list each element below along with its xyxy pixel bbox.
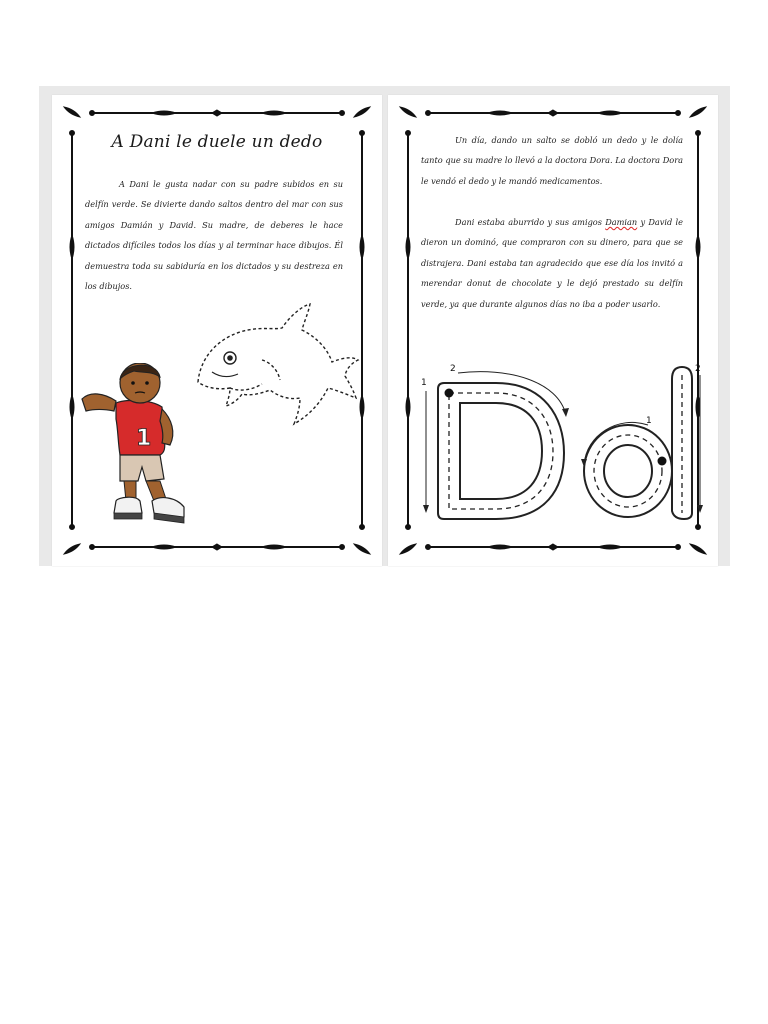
story-paragraph-right-1: Un día, dando un salto se dobló un dedo y le dolía tanto que su madre lo llevó a la doctora Dora. La doctora Dora le vendó el dedo y le mandó medicamentos.: [421, 135, 683, 186]
story-paragraph-right-2: [421, 212, 683, 314]
stroke-number-1-d: 1: [646, 416, 652, 426]
boy-illustration: [80, 363, 205, 533]
stroke-number-2-D: 2: [450, 364, 456, 374]
spelling-flagged-word: Damian: [605, 217, 638, 227]
document-spread: [39, 86, 730, 566]
stroke-number-1-D: 1: [421, 378, 427, 388]
stroke-number-2-d: 2: [695, 364, 701, 374]
letter-tracing-Dd: [418, 361, 703, 529]
paragraph-2-end: y David le dieron un dominó, que compraron con su dinero, para que se distrajera. Dani estaba tan agradecido que ese día los invitó a merendar donut de chocolate y le dejó prestado su delfín verde, ya que durante algunos días no iba a poder usarlo.: [421, 217, 683, 309]
tracing-letter-d: [581, 364, 703, 519]
tracing-letter-D: [421, 364, 569, 519]
story-paragraph-left: A Dani le gusta nadar con su padre subidos en su delfín verde. Se divierte dando saltos dentro del mar con sus amigos Damián y David. Su madre, de deberes le hace dictados difíciles todos los días y al terminar hace dibujos. Él demuestra toda su sabiduría en los dictados y su destreza en los dibujos.: [85, 179, 343, 292]
left-page: [52, 95, 382, 566]
shirt-number: 1: [136, 426, 152, 451]
paragraph-2-start: Dani estaba aburrido y sus amigos: [455, 217, 606, 227]
right-page: [388, 95, 718, 566]
story-title: A Dani le duele un dedo: [111, 132, 323, 152]
dolphin-tracing-illustration: [190, 300, 360, 432]
